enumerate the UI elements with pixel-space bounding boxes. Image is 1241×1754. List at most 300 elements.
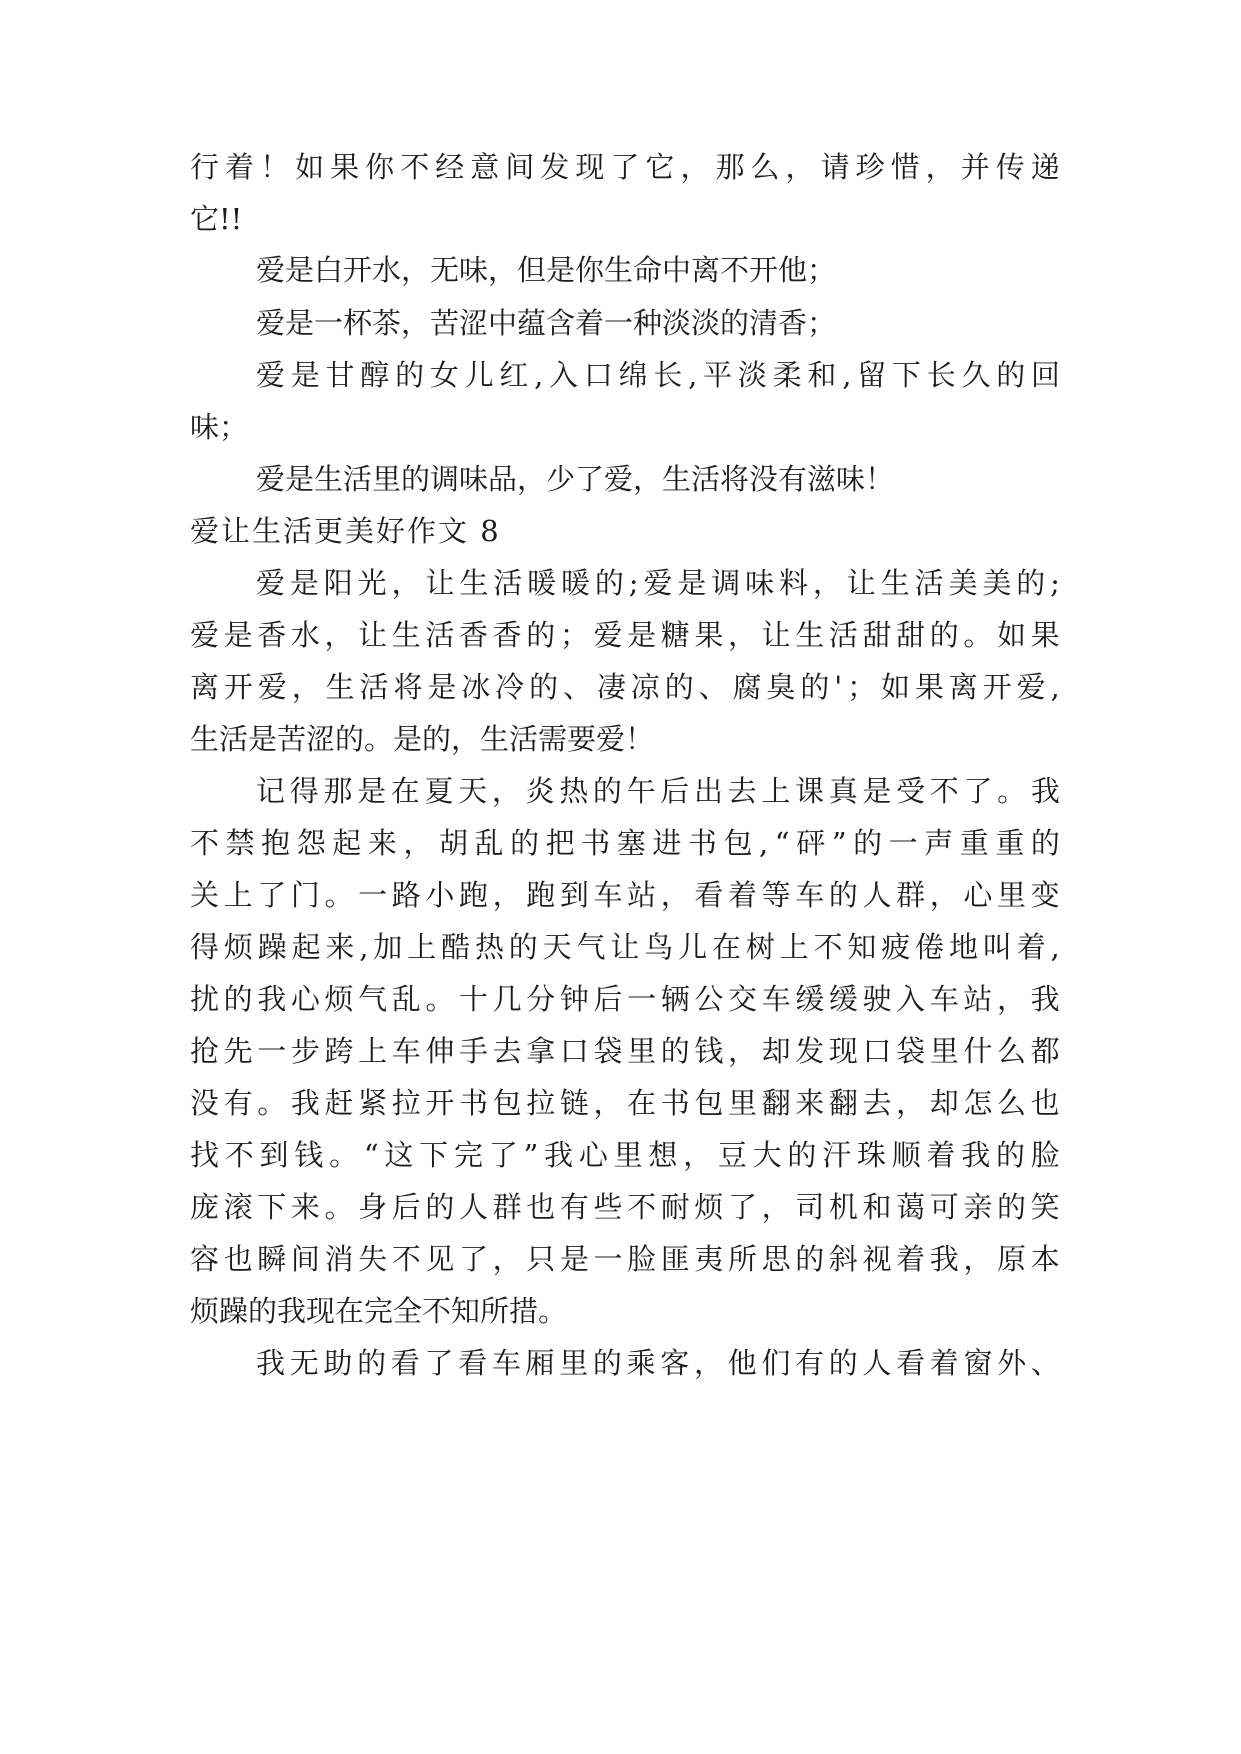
text-glyph: 如 — [295, 150, 325, 184]
text-glyph: 珠 — [856, 1138, 886, 1172]
text-glyph: 爱 — [190, 618, 220, 652]
text-glyph: 我 — [929, 1242, 959, 1276]
text-glyph: 。 — [257, 1086, 287, 1120]
text-glyph: ; — [628, 566, 639, 600]
text-glyph: 在 — [627, 1086, 657, 1120]
text-glyph: 儿 — [678, 930, 708, 964]
text-glyph: 豆 — [717, 1138, 747, 1172]
text-glyph: 长 — [653, 358, 683, 392]
text-glyph: 的 — [425, 1190, 455, 1224]
text-glyph: ， — [761, 1190, 791, 1224]
text-glyph: 机 — [828, 1190, 858, 1224]
text-glyph: 么 — [750, 150, 780, 184]
text-glyph: 爱 — [1016, 670, 1046, 704]
text-glyph: 生 — [795, 618, 825, 652]
text-glyph: 到 — [559, 878, 589, 912]
text-glyph: 爱 — [257, 670, 287, 704]
text-glyph: 在 — [711, 930, 741, 964]
text-glyph: 醇 — [360, 358, 390, 392]
text-glyph: 匪 — [660, 1242, 690, 1276]
text-glyph: 我 — [290, 1086, 320, 1120]
text-glyph: 有 — [559, 1190, 589, 1224]
text-glyph: 是 — [289, 566, 319, 600]
text-glyph: 找 — [190, 1138, 220, 1172]
text-glyph: 我 — [1030, 774, 1060, 808]
text-glyph: 、 — [562, 670, 592, 704]
text-glyph: 着 — [896, 1242, 926, 1276]
text-glyph: 小 — [425, 878, 455, 912]
text-glyph: ， — [324, 618, 354, 652]
text-glyph: 并 — [960, 150, 990, 184]
text-glyph: ， — [680, 150, 710, 184]
text-glyph: 车 — [593, 878, 623, 912]
text-glyph: 上 — [407, 930, 437, 964]
text-glyph: 们 — [761, 1346, 791, 1380]
text-glyph: , — [359, 930, 369, 964]
text-glyph: 现 — [828, 1034, 858, 1068]
text-glyph: 了 — [610, 150, 640, 184]
text-glyph: 塞 — [616, 826, 646, 860]
text-glyph: 怎 — [963, 1086, 993, 1120]
text-glyph: 砰 — [796, 826, 826, 860]
text-glyph: ， — [683, 1138, 713, 1172]
text-glyph: 来 — [290, 1190, 320, 1224]
text-glyph: 料 — [779, 566, 809, 600]
text-glyph: 群 — [492, 1190, 522, 1224]
text-glyph: 的 — [395, 358, 425, 392]
text-glyph: 有 — [223, 1086, 253, 1120]
text-glyph: 下 — [257, 1190, 287, 1224]
text-glyph: 里 — [613, 1138, 643, 1172]
text-glyph: 去 — [862, 1086, 892, 1120]
text-glyph: 酷 — [441, 930, 471, 964]
text-glyph: 心 — [290, 982, 320, 1016]
text-glyph: 惜 — [890, 150, 920, 184]
text-glyph: 到 — [259, 1138, 289, 1172]
text-glyph: 是 — [627, 618, 657, 652]
text-glyph: 的 — [510, 826, 540, 860]
text-glyph: 里 — [728, 1086, 758, 1120]
text-glyph: 书 — [660, 1086, 690, 1120]
text-glyph: 爱 — [643, 566, 673, 600]
text-line — [256, 769, 1060, 813]
text-glyph: ， — [997, 982, 1027, 1016]
text-glyph: 蔼 — [896, 1190, 926, 1224]
text-glyph: 入 — [549, 358, 579, 392]
text-glyph: 的 — [853, 826, 883, 860]
text-glyph: 车 — [929, 982, 959, 1016]
text-glyph: 斜 — [828, 1242, 858, 1276]
text-glyph: 容 — [190, 1242, 220, 1276]
text-glyph: 十 — [459, 982, 489, 1016]
text-glyph: 门 — [290, 878, 320, 912]
text-glyph: 不 — [627, 1190, 657, 1224]
text-glyph: 水 — [290, 618, 320, 652]
text-glyph: 那 — [323, 774, 353, 808]
text-glyph: 生 — [325, 670, 355, 704]
text-glyph: 、 — [1030, 1346, 1060, 1380]
text-glyph: 我 — [544, 1138, 574, 1172]
text-glyph: 香 — [257, 618, 287, 652]
text-line — [190, 821, 1060, 865]
text-glyph: 下 — [419, 1138, 449, 1172]
text-glyph: 他 — [727, 1346, 757, 1380]
text-glyph: 得 — [190, 930, 220, 964]
text-glyph: 的 — [1030, 826, 1060, 860]
text-glyph: 窗 — [963, 1346, 993, 1380]
text-glyph: 了 — [963, 774, 993, 808]
text-glyph: 腐 — [732, 670, 762, 704]
text-glyph: 几 — [492, 982, 522, 1016]
text-glyph: 手 — [459, 1034, 489, 1068]
text-glyph: 了 — [424, 1346, 454, 1380]
text-glyph: 上 — [761, 774, 791, 808]
text-glyph: 着 — [225, 150, 255, 184]
text-glyph: 果 — [694, 618, 724, 652]
text-glyph: 离 — [190, 670, 220, 704]
text-line — [190, 925, 1060, 969]
text-line — [190, 1029, 1060, 1073]
text-glyph: 传 — [995, 150, 1025, 184]
text-glyph: 着 — [929, 1346, 959, 1380]
text-glyph: 甜 — [862, 618, 892, 652]
text-glyph: 包 — [723, 826, 753, 860]
text-glyph: 口 — [583, 358, 613, 392]
text-glyph: 的 — [1016, 566, 1046, 600]
text-glyph: 光 — [357, 566, 387, 600]
text-glyph: 跨 — [324, 1034, 354, 1068]
text-glyph: 后 — [660, 774, 690, 808]
text-glyph: 人 — [862, 878, 892, 912]
text-glyph: 调 — [711, 566, 741, 600]
text-glyph: 没 — [190, 1086, 220, 1120]
text-glyph: ' — [834, 670, 843, 704]
text-glyph: 热 — [559, 774, 589, 808]
text-glyph: 开 — [223, 670, 253, 704]
text-glyph: 禁 — [225, 826, 255, 860]
text-glyph: 钱 — [294, 1138, 324, 1172]
text-glyph: 翻 — [761, 1086, 791, 1120]
text-glyph: 活 — [914, 566, 944, 600]
text-glyph: 不 — [391, 1242, 421, 1276]
text-glyph: 后 — [391, 1190, 421, 1224]
text-glyph: 一 — [627, 982, 657, 1016]
text-glyph: 是 — [290, 358, 320, 392]
text-glyph: 关 — [190, 878, 220, 912]
text-glyph: 如 — [997, 618, 1027, 652]
text-glyph: 乱 — [391, 982, 421, 1016]
text-glyph: ， — [929, 878, 959, 912]
text-glyph: 口 — [559, 1034, 589, 1068]
text-glyph: 间 — [290, 1242, 320, 1276]
text-glyph: 。 — [425, 982, 455, 1016]
text-glyph: 上 — [779, 930, 809, 964]
text-glyph: 柔 — [772, 358, 802, 392]
text-glyph: 开 — [425, 1086, 455, 1120]
text-glyph: 乘 — [626, 1346, 656, 1380]
text-glyph: 了 — [728, 1190, 758, 1224]
text-glyph: 和 — [807, 358, 837, 392]
text-glyph: 活 — [359, 670, 389, 704]
text-glyph: 让 — [425, 566, 455, 600]
text-glyph: 翻 — [828, 1086, 858, 1120]
text-glyph: 都 — [1030, 1034, 1060, 1068]
text-glyph: 活 — [828, 618, 858, 652]
text-glyph: 亲 — [963, 1190, 993, 1224]
text-glyph: 心 — [578, 1138, 608, 1172]
text-glyph: 凉 — [630, 670, 660, 704]
text-glyph: 不 — [224, 1138, 254, 1172]
text-glyph: 树 — [745, 930, 775, 964]
text-glyph: 我 — [257, 982, 287, 1016]
text-glyph: 如 — [881, 670, 911, 704]
text-glyph: 驶 — [862, 982, 892, 1016]
text-glyph: 钟 — [559, 982, 589, 1016]
text-glyph: 递 — [1030, 150, 1060, 184]
text-glyph: 阳 — [323, 566, 353, 600]
text-glyph: 书 — [459, 1086, 489, 1120]
text-glyph: 气 — [576, 930, 606, 964]
text-glyph: 包 — [694, 1086, 724, 1120]
text-glyph: 的 — [828, 878, 858, 912]
text-glyph: 看 — [390, 1346, 420, 1380]
text-glyph: ; — [1050, 566, 1060, 600]
text-glyph: 是 — [677, 566, 707, 600]
text-glyph: 行 — [190, 150, 220, 184]
text-glyph: 倦 — [915, 930, 945, 964]
text-glyph: 鸟 — [644, 930, 674, 964]
text-glyph: , — [1050, 670, 1060, 704]
text-line: 味； — [190, 410, 249, 444]
text-glyph: ！ — [260, 150, 290, 184]
text-glyph: 拿 — [526, 1034, 556, 1068]
text-glyph: ， — [660, 878, 690, 912]
text-glyph: 拉 — [526, 1086, 556, 1120]
text-glyph: 留 — [857, 358, 887, 392]
text-glyph: ， — [693, 1346, 723, 1380]
section-heading: 爱让生活更美好作文 8 — [190, 514, 501, 548]
text-glyph: 果 — [330, 150, 360, 184]
text-glyph: 着 — [728, 878, 758, 912]
text-glyph: 发 — [540, 150, 570, 184]
text-glyph: 袋 — [593, 1034, 623, 1068]
text-glyph: 夏 — [424, 774, 454, 808]
text-glyph: 先 — [223, 1034, 253, 1068]
text-glyph: 爱 — [593, 618, 623, 652]
text-glyph: 公 — [694, 982, 724, 1016]
text-line: 烦躁的我现在完全不知所措。 — [190, 1294, 568, 1328]
text-glyph: 这 — [384, 1138, 414, 1172]
text-glyph: 重 — [959, 826, 989, 860]
text-glyph: 心 — [963, 878, 993, 912]
text-glyph: 上 — [358, 1034, 388, 1068]
text-glyph: , — [534, 358, 544, 392]
text-glyph: 烦 — [324, 982, 354, 1016]
text-glyph: 让 — [761, 618, 791, 652]
text-glyph: 后 — [593, 982, 623, 1016]
text-glyph: 缓 — [795, 982, 825, 1016]
text-glyph: 所 — [728, 1242, 758, 1276]
text-glyph: 出 — [693, 774, 723, 808]
text-glyph: 里 — [627, 1034, 657, 1068]
text-glyph: 一 — [593, 1242, 623, 1276]
text-glyph: 了 — [257, 878, 287, 912]
text-glyph: 是 — [357, 774, 387, 808]
text-glyph: 也 — [526, 1190, 556, 1224]
text-glyph: 躁 — [257, 930, 287, 964]
text-glyph: 看 — [694, 878, 724, 912]
text-glyph: 暖 — [561, 566, 591, 600]
text-glyph: 群 — [896, 878, 926, 912]
text-glyph: , — [759, 826, 769, 860]
text-glyph: 笑 — [1030, 1190, 1060, 1224]
text-glyph: 胡 — [438, 826, 468, 860]
text-glyph: 回 — [1030, 358, 1060, 392]
text-glyph: 我 — [256, 1346, 286, 1380]
text-glyph: 大 — [752, 1138, 782, 1172]
text-glyph: 的 — [508, 930, 538, 964]
text-line — [190, 1237, 1060, 1281]
text-glyph: 我 — [1030, 982, 1060, 1016]
text-glyph: 只 — [526, 1242, 556, 1276]
text-glyph: 见 — [425, 1242, 455, 1276]
text-glyph: 可 — [929, 1190, 959, 1224]
text-glyph: 热 — [474, 930, 504, 964]
text-glyph: 女 — [429, 358, 459, 392]
text-glyph: 的 — [996, 358, 1026, 392]
text-glyph: 现 — [575, 150, 605, 184]
text-glyph: 思 — [761, 1242, 791, 1276]
text-glyph: 得 — [289, 774, 319, 808]
text-glyph: 冰 — [461, 670, 491, 704]
text-glyph: 是 — [223, 618, 253, 652]
text-glyph: 发 — [795, 1034, 825, 1068]
text-glyph: 的 — [529, 670, 559, 704]
text-glyph: 口 — [862, 1034, 892, 1068]
text-glyph: 让 — [610, 930, 640, 964]
text-glyph: 变 — [1030, 878, 1060, 912]
text-glyph: 淡 — [737, 358, 767, 392]
text-line: 爱是白开水，无味，但是你生命中离不开他； — [256, 253, 837, 287]
text-glyph: 去 — [727, 774, 757, 808]
text-glyph: 庞 — [190, 1190, 220, 1224]
text-glyph: 的 — [664, 670, 694, 704]
text-glyph: ， — [593, 1086, 623, 1120]
text-glyph: 经 — [435, 150, 465, 184]
text-glyph: 暖 — [527, 566, 557, 600]
text-glyph: 车 — [761, 982, 791, 1016]
text-glyph: 抱 — [261, 826, 291, 860]
text-glyph: 长 — [926, 358, 956, 392]
text-glyph: 活 — [425, 618, 455, 652]
text-glyph: 些 — [593, 1190, 623, 1224]
text-glyph: 。 — [324, 878, 354, 912]
text-glyph: 臭 — [766, 670, 796, 704]
text-glyph: ” — [831, 826, 847, 860]
text-glyph: 是 — [427, 670, 457, 704]
text-glyph: 的 — [592, 1346, 622, 1380]
text-glyph: 了 — [459, 1242, 489, 1276]
text-glyph: ， — [291, 670, 321, 704]
text-glyph: 站 — [963, 982, 993, 1016]
text-glyph: 美 — [948, 566, 978, 600]
text-glyph: 活 — [493, 566, 523, 600]
text-glyph: 绵 — [618, 358, 648, 392]
text-glyph: 天 — [542, 930, 572, 964]
text-line: 它!! — [190, 202, 243, 236]
text-glyph: 、 — [698, 670, 728, 704]
text-glyph: ， — [728, 618, 758, 652]
text-glyph: 你 — [365, 150, 395, 184]
text-glyph: 伸 — [425, 1034, 455, 1068]
text-glyph: 耐 — [660, 1190, 690, 1224]
text-glyph: 烦 — [223, 930, 253, 964]
text-line — [190, 145, 1060, 189]
text-glyph: 一 — [888, 826, 918, 860]
text-glyph: 不 — [929, 774, 959, 808]
text-glyph: 不 — [400, 150, 430, 184]
text-line — [190, 1185, 1060, 1229]
text-glyph: 的 — [795, 1242, 825, 1276]
text-glyph: 加 — [373, 930, 403, 964]
text-glyph: 一 — [358, 878, 388, 912]
text-glyph: 人 — [459, 1190, 489, 1224]
text-glyph: 知 — [847, 930, 877, 964]
text-glyph: 么 — [997, 1086, 1027, 1120]
text-line: 爱是一杯茶，苦涩中蕴含着一种淡淡的清香； — [256, 306, 837, 340]
text-glyph: 间 — [505, 150, 535, 184]
text-glyph: 来 — [325, 930, 355, 964]
text-glyph: 原 — [997, 1242, 1027, 1276]
text-glyph: 的 — [526, 618, 556, 652]
text-glyph: 的 — [660, 1034, 690, 1068]
text-glyph: 上 — [223, 878, 253, 912]
text-glyph: 声 — [924, 826, 954, 860]
text-glyph: 身 — [358, 1190, 388, 1224]
text-glyph: 让 — [846, 566, 876, 600]
text-glyph: 香 — [492, 618, 522, 652]
text-glyph: 凄 — [596, 670, 626, 704]
text-glyph: 也 — [223, 1242, 253, 1276]
text-glyph: 的 — [929, 618, 959, 652]
text-glyph: 红 — [499, 358, 529, 392]
text-glyph: ； — [847, 670, 877, 704]
text-glyph: 顺 — [891, 1138, 921, 1172]
text-glyph: 真 — [828, 774, 858, 808]
text-glyph: 开 — [982, 670, 1012, 704]
text-glyph: ， — [896, 1086, 926, 1120]
text-glyph: 起 — [291, 930, 321, 964]
text-glyph: 的 — [787, 1138, 817, 1172]
text-glyph: 下 — [891, 358, 921, 392]
text-glyph: 紧 — [358, 1086, 388, 1120]
text-glyph: 天 — [458, 774, 488, 808]
text-glyph: 客 — [660, 1346, 690, 1380]
text-glyph: 步 — [290, 1034, 320, 1068]
text-glyph: 瞬 — [257, 1242, 287, 1276]
text-glyph: 果 — [1030, 618, 1060, 652]
text-line — [256, 353, 1060, 397]
text-glyph: 助 — [323, 1346, 353, 1380]
text-glyph: 里 — [929, 1034, 959, 1068]
text-line — [190, 873, 1060, 917]
text-glyph: 路 — [391, 878, 421, 912]
text-glyph: 和 — [862, 1190, 892, 1224]
text-glyph: 却 — [929, 1086, 959, 1120]
text-glyph: 车 — [795, 878, 825, 912]
text-glyph: 看 — [458, 1346, 488, 1380]
text-glyph: 。 — [324, 1190, 354, 1224]
